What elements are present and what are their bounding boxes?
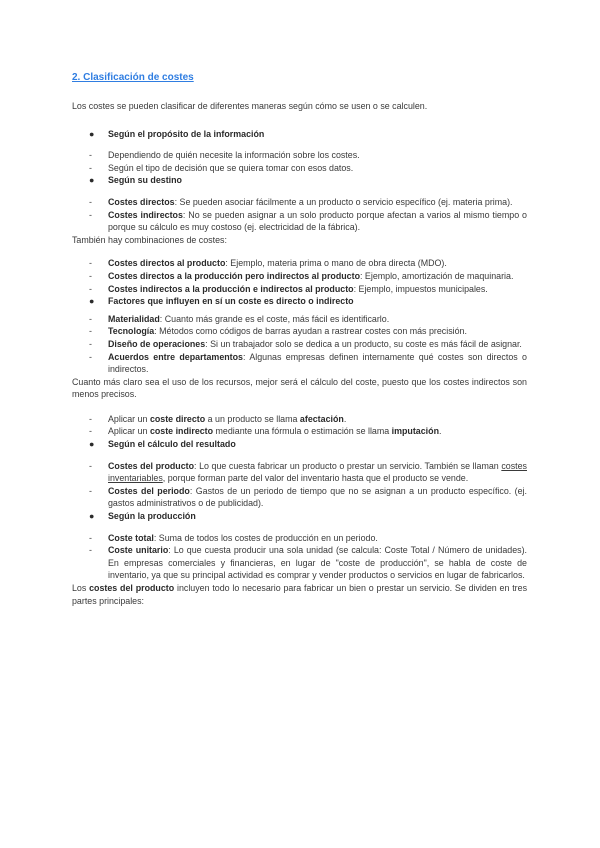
dash-mark: - [89, 532, 92, 543]
bullet-dot: ● [89, 128, 95, 139]
dash-mark: - [89, 413, 92, 424]
bullet-title: Según su destino [108, 175, 182, 186]
item-text: : Se pueden asociar fácilmente a un producto o servicio específico (ej. materia prima). [174, 196, 513, 207]
item-text: : Lo que cuesta fabricar un producto o prestar un servicio. También se llaman [194, 460, 502, 471]
dash-mark: - [89, 270, 92, 281]
dash-mark: - [89, 460, 92, 471]
item-text: Aplicar un [108, 413, 150, 424]
bullet-title: Según la producción [108, 511, 196, 522]
production-list [72, 532, 527, 582]
item-label: Diseño de operaciones [108, 338, 206, 349]
dash-mark: - [89, 150, 92, 161]
dash-mark: - [89, 258, 92, 269]
item-label: Costes del periodo [108, 485, 190, 496]
item-text: Según el tipo de decisión que se quiera tomar con esos datos. [108, 162, 354, 173]
final-paragraph [72, 582, 527, 607]
bullet-title: Según el cálculo del resultado [108, 439, 236, 450]
item-label: Costes indirectos a la producción e indirectos al producto [108, 283, 354, 294]
bullet-heading-destination [72, 174, 527, 187]
combinations-intro: También hay combinaciones de costes: [72, 234, 227, 245]
list-item [72, 413, 527, 426]
list-item [72, 270, 527, 283]
list-item [72, 532, 527, 545]
bullet-dot: ● [89, 439, 95, 450]
item-text: : Lo que cuesta producir una sola unidad (se calcula: Coste Total / Número de unidades). En empresas comerciales y financieras, en lugar de "coste de producción", se habla de coste de inventario, ya que su principal actividad es comprar y vender productos o servicios en lugar de fabricarlos. [108, 545, 527, 581]
dash-mark: - [89, 485, 92, 496]
item-text: mediante una fórmula o estimación se llama [213, 426, 392, 437]
list-item [72, 485, 527, 510]
item-label: Costes directos [108, 196, 175, 207]
bullet-heading-production [72, 510, 527, 523]
bullet-heading-factors [72, 295, 527, 308]
list-item [72, 351, 527, 376]
list-item [72, 209, 527, 234]
combinations-list [72, 257, 527, 295]
clarity-paragraph: Cuanto más claro sea el uso de los recursos, mejor será el cálculo del coste, puesto que los costes indirectos son menos precisos. [72, 376, 527, 400]
item-label: Costes directos al producto [108, 258, 226, 269]
bullet-dot: ● [89, 175, 95, 186]
final-text: incluyen todo lo necesario para fabricar un bien o prestar un servicio. Se dividen en tres partes principales: [72, 583, 528, 606]
dash-mark: - [89, 351, 92, 362]
dash-mark: - [89, 326, 92, 337]
bullet-title: Factores que influyen en sí un coste es directo o indirecto [108, 296, 354, 307]
bullet-heading-result [72, 438, 527, 451]
dash-mark: - [89, 196, 92, 207]
result-list [72, 460, 527, 510]
item-text: : Métodos como códigos de barras ayudan a rastrear costes con más precisión. [154, 326, 467, 337]
purpose-list [72, 149, 527, 174]
list-item [72, 196, 527, 209]
list-item [72, 460, 527, 485]
item-text: : Si un trabajador solo se dedica a un producto, su coste es más fácil de asignar. [205, 338, 522, 349]
item-label: Costes del producto [108, 460, 195, 471]
item-text: : No se pueden asignar a un solo producto porque afectan a varios al mismo tiempo o porque su cálculo es muy costoso (ej. electricidad de la fábrica). [108, 209, 527, 233]
list-item [72, 313, 527, 326]
item-text: Aplicar un [108, 426, 150, 437]
dash-mark: - [89, 545, 92, 556]
item-label: Costes directos a la producción pero indirectos al producto [108, 270, 360, 281]
item-label: Coste unitario [108, 545, 169, 556]
list-item [72, 162, 527, 175]
item-text: : Cuanto más grande es el coste, más fácil es identificarlo. [159, 313, 390, 324]
item-text: : Ejemplo, amortización de maquinaria. [360, 270, 514, 281]
list-item [72, 544, 527, 582]
item-label: Coste total [108, 532, 154, 543]
item-text: : Algunas empresas definen internamente qué costes son directos o indirectos. [108, 351, 527, 375]
bullet-dot: ● [89, 511, 95, 522]
item-text: , porque forman parte del valor del inventario hasta que el producto se vende. [162, 473, 469, 484]
final-bold: costes del producto [89, 583, 175, 593]
section-heading[interactable]: 2. Clasificación de costes [72, 72, 194, 83]
item-text: : Ejemplo, impuestos municipales. [353, 283, 488, 294]
item-bold: coste directo [149, 413, 206, 424]
item-bold: imputación [391, 426, 439, 437]
apply-list [72, 413, 527, 438]
item-bold: afectación [299, 413, 344, 424]
item-text: a un producto se llama [205, 413, 300, 424]
bullet-heading-purpose [72, 128, 527, 141]
dash-mark: - [89, 426, 92, 437]
underlined-term: costes inventariables [108, 460, 527, 484]
list-item [72, 425, 527, 438]
list-item [72, 283, 527, 296]
item-label: Acuerdos entre departamentos [108, 351, 243, 362]
dash-mark: - [89, 162, 92, 173]
item-label: Tecnología [108, 326, 155, 337]
list-item [72, 149, 527, 162]
list-item [72, 338, 527, 351]
destination-list [72, 196, 527, 234]
item-text: : Gastos de un periodo de tiempo que no se asignan a un producto específico. (ej. gastos administrativos o de publicidad). [108, 485, 527, 509]
item-text: Dependiendo de quién necesite la información sobre los costes. [108, 150, 360, 161]
dash-mark: - [89, 283, 92, 294]
intro-paragraph: Los costes se pueden clasificar de diferentes maneras según cómo se usen o se calculen. [72, 101, 428, 111]
dash-mark: - [89, 313, 92, 324]
list-item [72, 325, 527, 338]
bullet-dot: ● [89, 296, 95, 307]
item-text: . [343, 413, 347, 424]
item-label: Costes indirectos [108, 209, 183, 220]
item-bold: coste indirecto [149, 426, 214, 437]
item-text: : Ejemplo, materia prima o mano de obra directa (MDO). [225, 258, 447, 269]
dash-mark: - [89, 338, 92, 349]
factors-list [72, 313, 527, 376]
dash-mark: - [89, 209, 92, 220]
list-item [72, 257, 527, 270]
item-text: : Suma de todos los costes de producción en un periodo. [153, 532, 378, 543]
final-text: Los [72, 583, 90, 593]
bullet-title: Según el propósito de la información [108, 128, 265, 139]
item-text: . [439, 426, 442, 437]
document-body [72, 71, 527, 607]
item-label: Materialidad [108, 313, 160, 324]
